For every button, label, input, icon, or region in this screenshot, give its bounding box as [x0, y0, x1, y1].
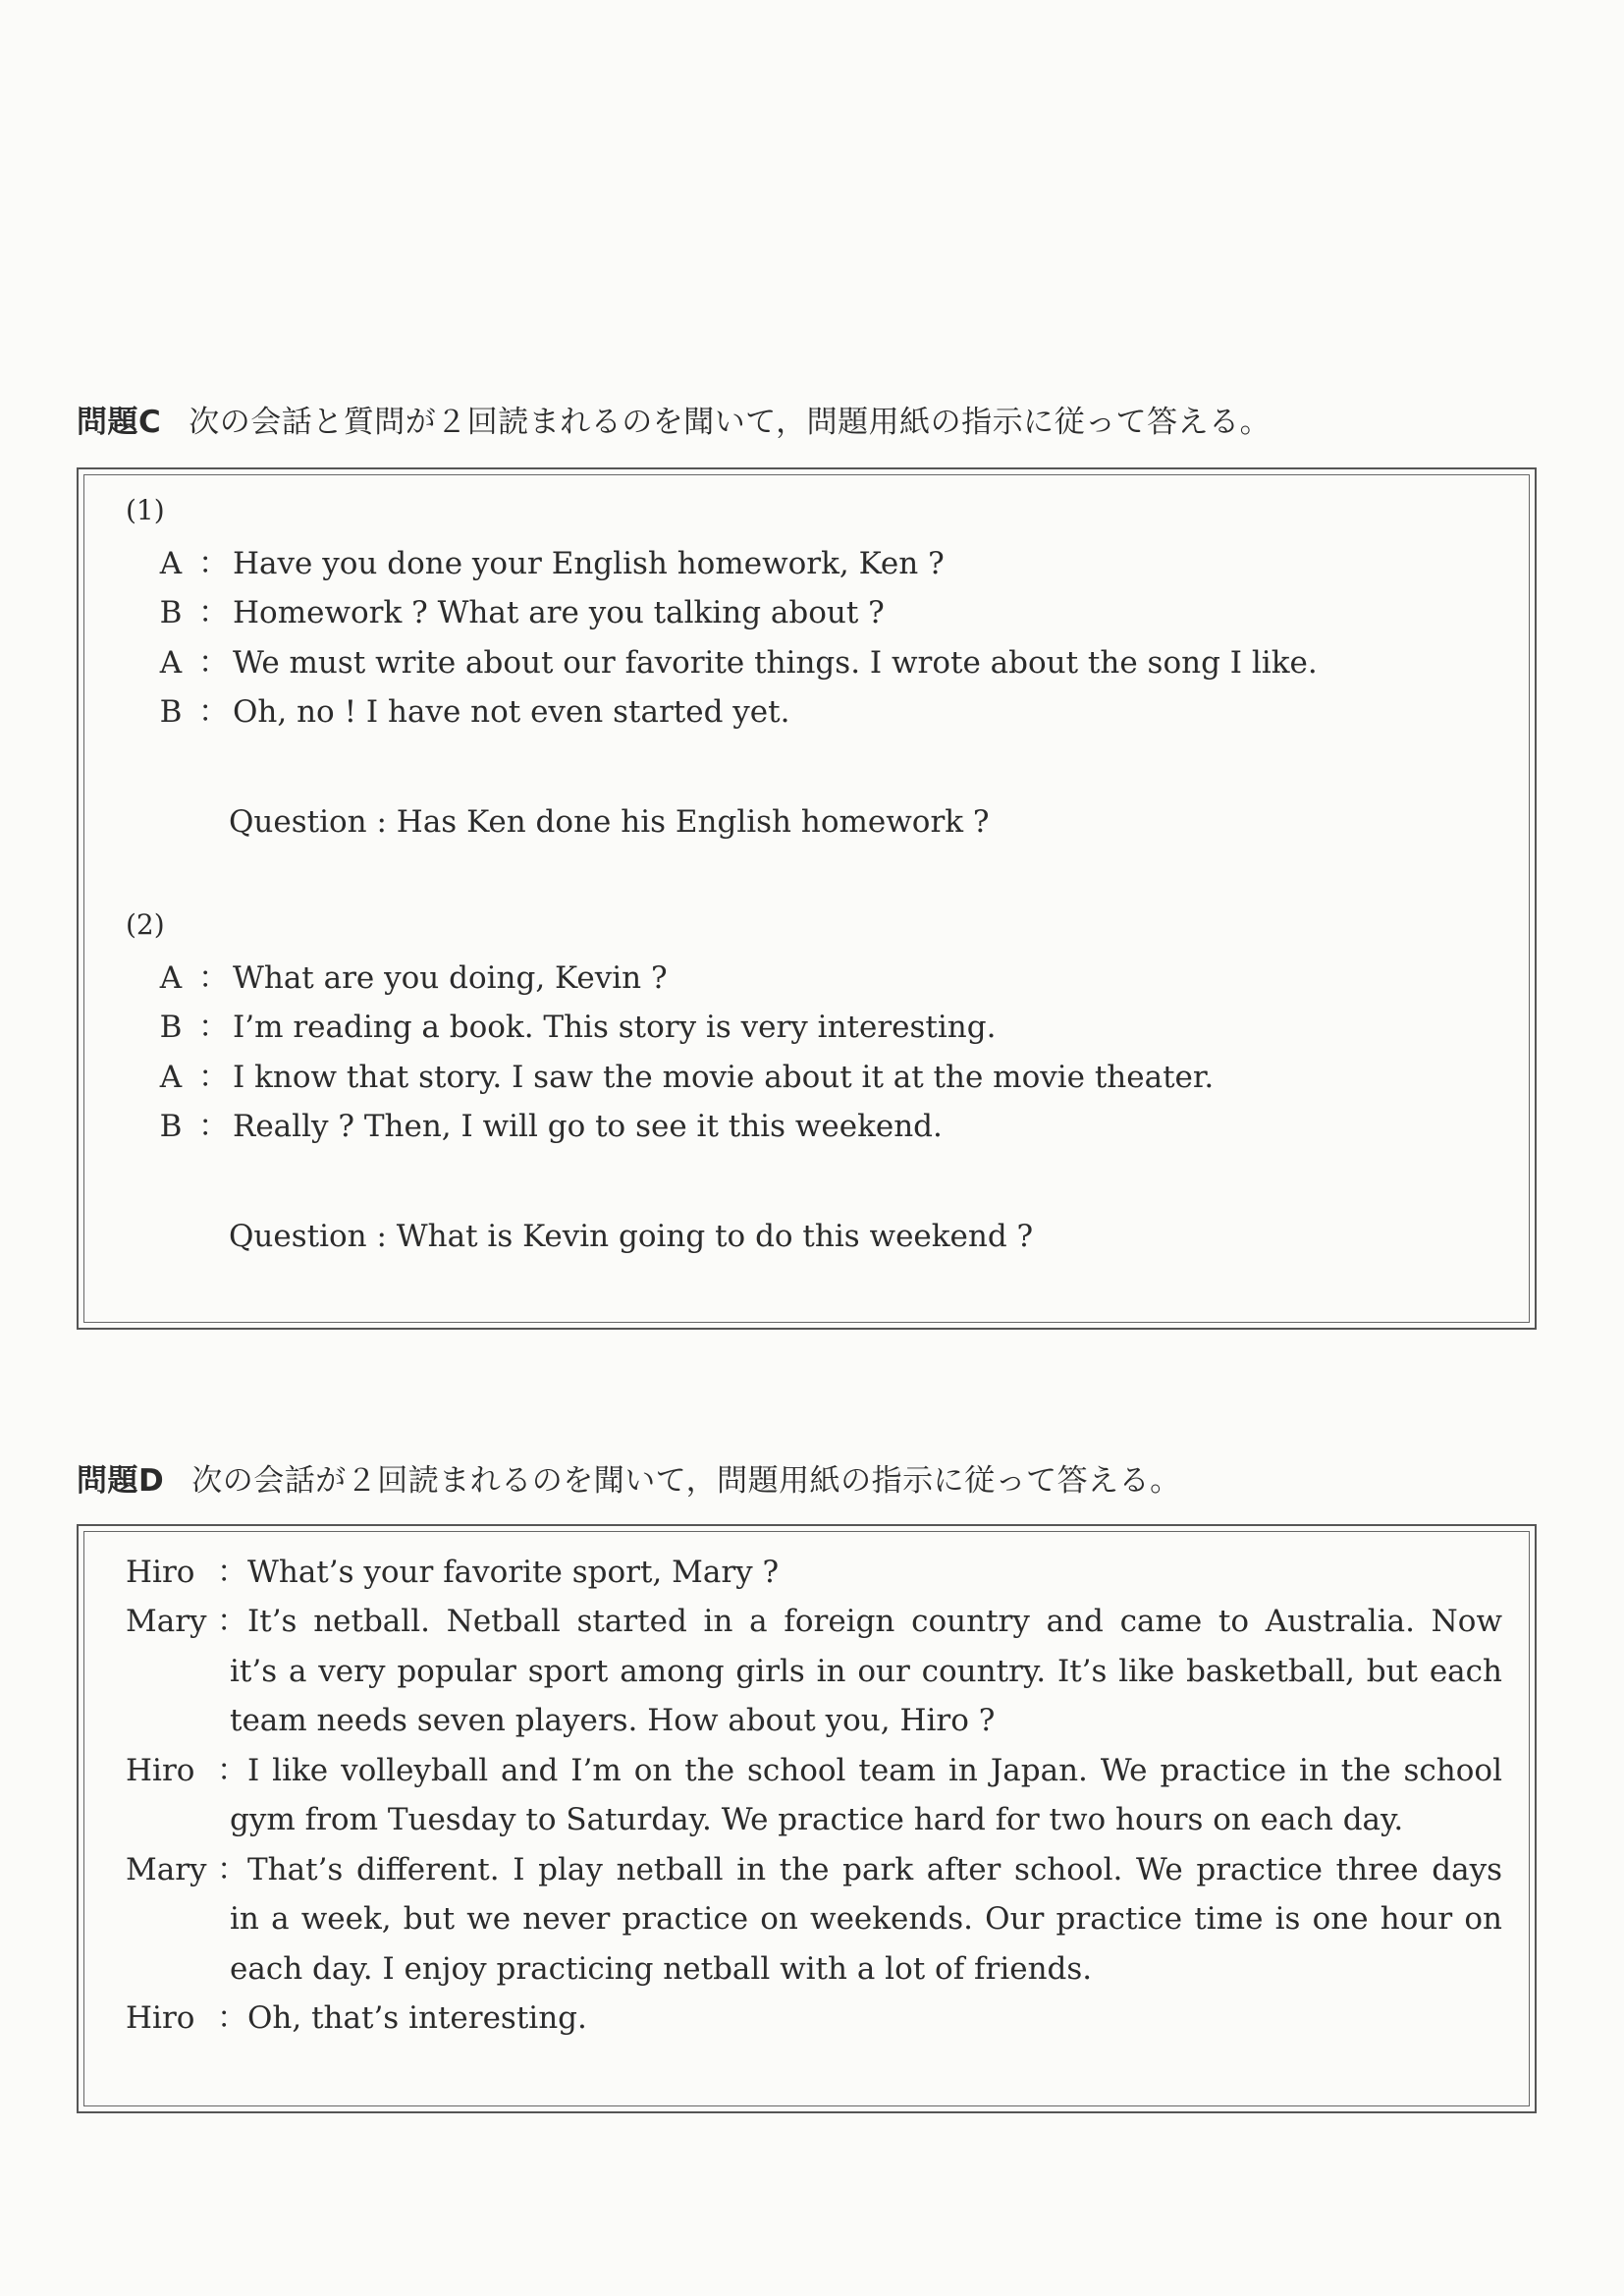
item-1-number: (1)	[126, 494, 165, 526]
dialogue-line	[84, 1800, 1529, 1839]
colon: ：	[198, 1109, 229, 1144]
speaker: A	[159, 1060, 183, 1095]
dialogue-line	[84, 1553, 1529, 1592]
line-text: Really ? Then, I will go to see it this weekend.	[233, 1109, 943, 1144]
dialogue-line	[84, 1949, 1529, 1989]
speaker: B	[159, 1109, 183, 1144]
speaker: B	[159, 1010, 183, 1045]
section-c-box-inner	[83, 474, 1530, 1323]
speaker: Mary	[126, 1852, 207, 1887]
colon: ：	[198, 1010, 229, 1045]
line-text: Oh, no ! I have not even started yet.	[233, 694, 790, 730]
section-c-instruction: 次の会話と質問が２回読まれるのを聞いて，問題用紙の指示に従って答える。	[189, 405, 1272, 440]
line-text: I like volleyball and I’m on the school team in Japan. We practice in the school	[247, 1753, 1502, 1788]
speaker: B	[159, 694, 183, 730]
colon: ：	[198, 595, 229, 630]
colon: ：	[198, 960, 229, 996]
dialogue-line	[84, 1701, 1529, 1740]
line-text: Oh, that’s interesting.	[247, 2000, 587, 2036]
speaker: Hiro	[126, 1753, 195, 1788]
line-text: Homework ? What are you talking about ?	[233, 595, 885, 630]
speaker: Hiro	[126, 1555, 195, 1590]
line-text: in a week, but we never practice on weekends. Our practice time is one hour on	[230, 1901, 1502, 1937]
colon: ：	[217, 1852, 247, 1887]
dialogue-line	[84, 1751, 1529, 1790]
line-text: We must write about our favorite things. I wrote about the song I like.	[233, 645, 1318, 681]
line-text: I’m reading a book. This story is very interesting.	[233, 1010, 997, 1045]
colon: ：	[198, 694, 229, 730]
line-text: gym from Tuesday to Saturday. We practice hard for two hours on each day.	[230, 1802, 1404, 1837]
line-text: each day. I enjoy practicing netball with a lot of friends.	[230, 1951, 1093, 1987]
item-2-number: (2)	[126, 908, 165, 941]
section-c-heading	[77, 403, 1271, 442]
speaker: Hiro	[126, 2000, 195, 2036]
line-text: What are you doing, Kevin ?	[233, 960, 668, 996]
dialogue-line	[84, 1899, 1529, 1939]
speaker: Mary	[126, 1604, 207, 1639]
section-c-label: 問題C	[77, 405, 162, 440]
section-d-label: 問題D	[77, 1463, 165, 1499]
line-text: What’s your favorite sport, Mary ?	[247, 1555, 780, 1590]
dialogue-line	[84, 1850, 1529, 1889]
line-text: That’s different. I play netball in the park after school. We practice three days	[247, 1852, 1502, 1887]
colon: ：	[198, 645, 229, 681]
line-text: It’s netball. Netball started in a foreign country and came to Australia. Now	[247, 1604, 1502, 1639]
dialogue-line	[84, 1602, 1529, 1641]
section-d-instruction: 次の会話が２回読まれるのを聞いて，問題用紙の指示に従って答える。	[191, 1463, 1181, 1499]
line-text: it’s a very popular sport among girls in our country. It’s like basketball, but each	[230, 1654, 1502, 1689]
section-c-box	[77, 467, 1537, 1330]
item-2-question: Question : What is Kevin going to do this weekend ?	[229, 1219, 1034, 1254]
colon: ：	[198, 1060, 229, 1095]
speaker: A	[159, 960, 183, 996]
section-d-box-inner	[83, 1531, 1530, 2106]
colon: ：	[217, 1753, 247, 1788]
colon: ：	[217, 1604, 247, 1639]
line-text: team needs seven players. How about you, Hiro ?	[230, 1703, 996, 1738]
section-d-heading	[77, 1461, 1181, 1501]
colon: ：	[217, 2000, 247, 2036]
dialogue-line	[84, 1652, 1529, 1691]
line-text: I know that story. I saw the movie about it at the movie theater.	[233, 1060, 1215, 1095]
speaker: A	[159, 546, 183, 581]
line-text: Have you done your English homework, Ken ?	[233, 546, 945, 581]
dialogue-line	[84, 1998, 1529, 2038]
speaker: A	[159, 645, 183, 681]
section-d-box	[77, 1524, 1537, 2113]
colon: ：	[217, 1555, 247, 1590]
colon: ：	[198, 546, 229, 581]
item-1-question: Question : Has Ken done his English homework ?	[229, 804, 990, 840]
speaker: B	[159, 595, 183, 630]
